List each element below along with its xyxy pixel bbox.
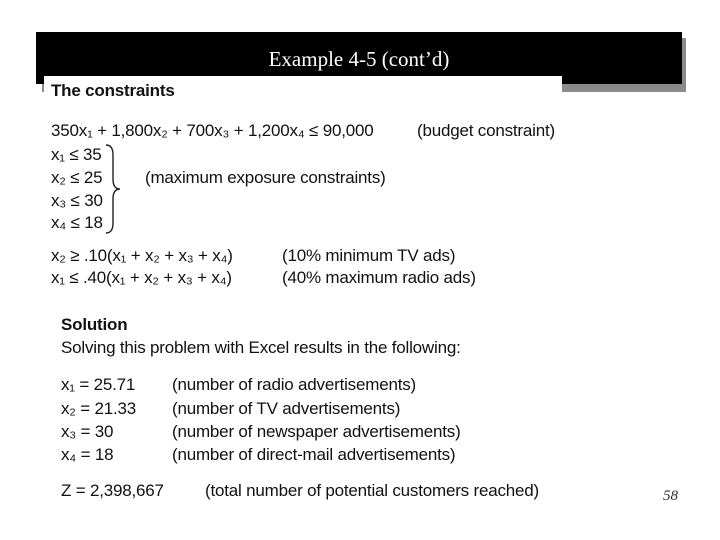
result-x4-note: (number of direct-mail advertisements) [172,445,456,464]
slide-title: Example 4-5 (cont’d) [268,47,450,71]
exposure-constraint-x2: x₂ ≤ 25 [51,168,103,187]
result-x2-expr: x₂ = 21.33 [61,399,137,418]
radio-constraint-expr: x₁ ≤ .40(x₁ + x₂ + x₃ + x₄) [51,268,232,287]
result-x3-expr: x₃ = 30 [61,422,114,441]
result-x1-note: (number of radio advertisements) [172,375,416,394]
exposure-constraint-x1: x₁ ≤ 35 [51,145,102,164]
result-x3-note: (number of newspaper advertisements) [172,422,461,441]
objective-value-note: (total number of potential customers reached) [205,481,540,500]
budget-constraint-note: (budget constraint) [417,121,555,140]
result-x4-expr: x₄ = 18 [61,445,114,464]
page-number: 58 [663,488,678,504]
exposure-constraint-note: (maximum exposure constraints) [145,168,386,187]
tv-constraint-note: (10% minimum TV ads) [282,246,456,265]
solution-heading: Solution [61,315,128,334]
budget-constraint-expr: 350x₁ + 1,800x₂ + 700x₃ + 1,200x₄ ≤ 90,000 [51,121,374,140]
tv-constraint-expr: x₂ ≥ .10(x₁ + x₂ + x₃ + x₄) [51,246,233,265]
exposure-brace-icon [103,143,123,235]
exposure-constraint-x3: x₃ ≤ 30 [51,191,103,210]
radio-constraint-note: (40% maximum radio ads) [282,268,476,287]
solution-intro: Solving this problem with Excel results in the following: [61,338,461,357]
exposure-constraint-x4: x₄ ≤ 18 [51,213,103,232]
objective-value-expr: Z = 2,398,667 [61,481,164,500]
result-x1-expr: x₁ = 25.71 [61,375,136,394]
result-x2-note: (number of TV advertisements) [172,399,401,418]
constraints-heading: The constraints [51,81,175,100]
